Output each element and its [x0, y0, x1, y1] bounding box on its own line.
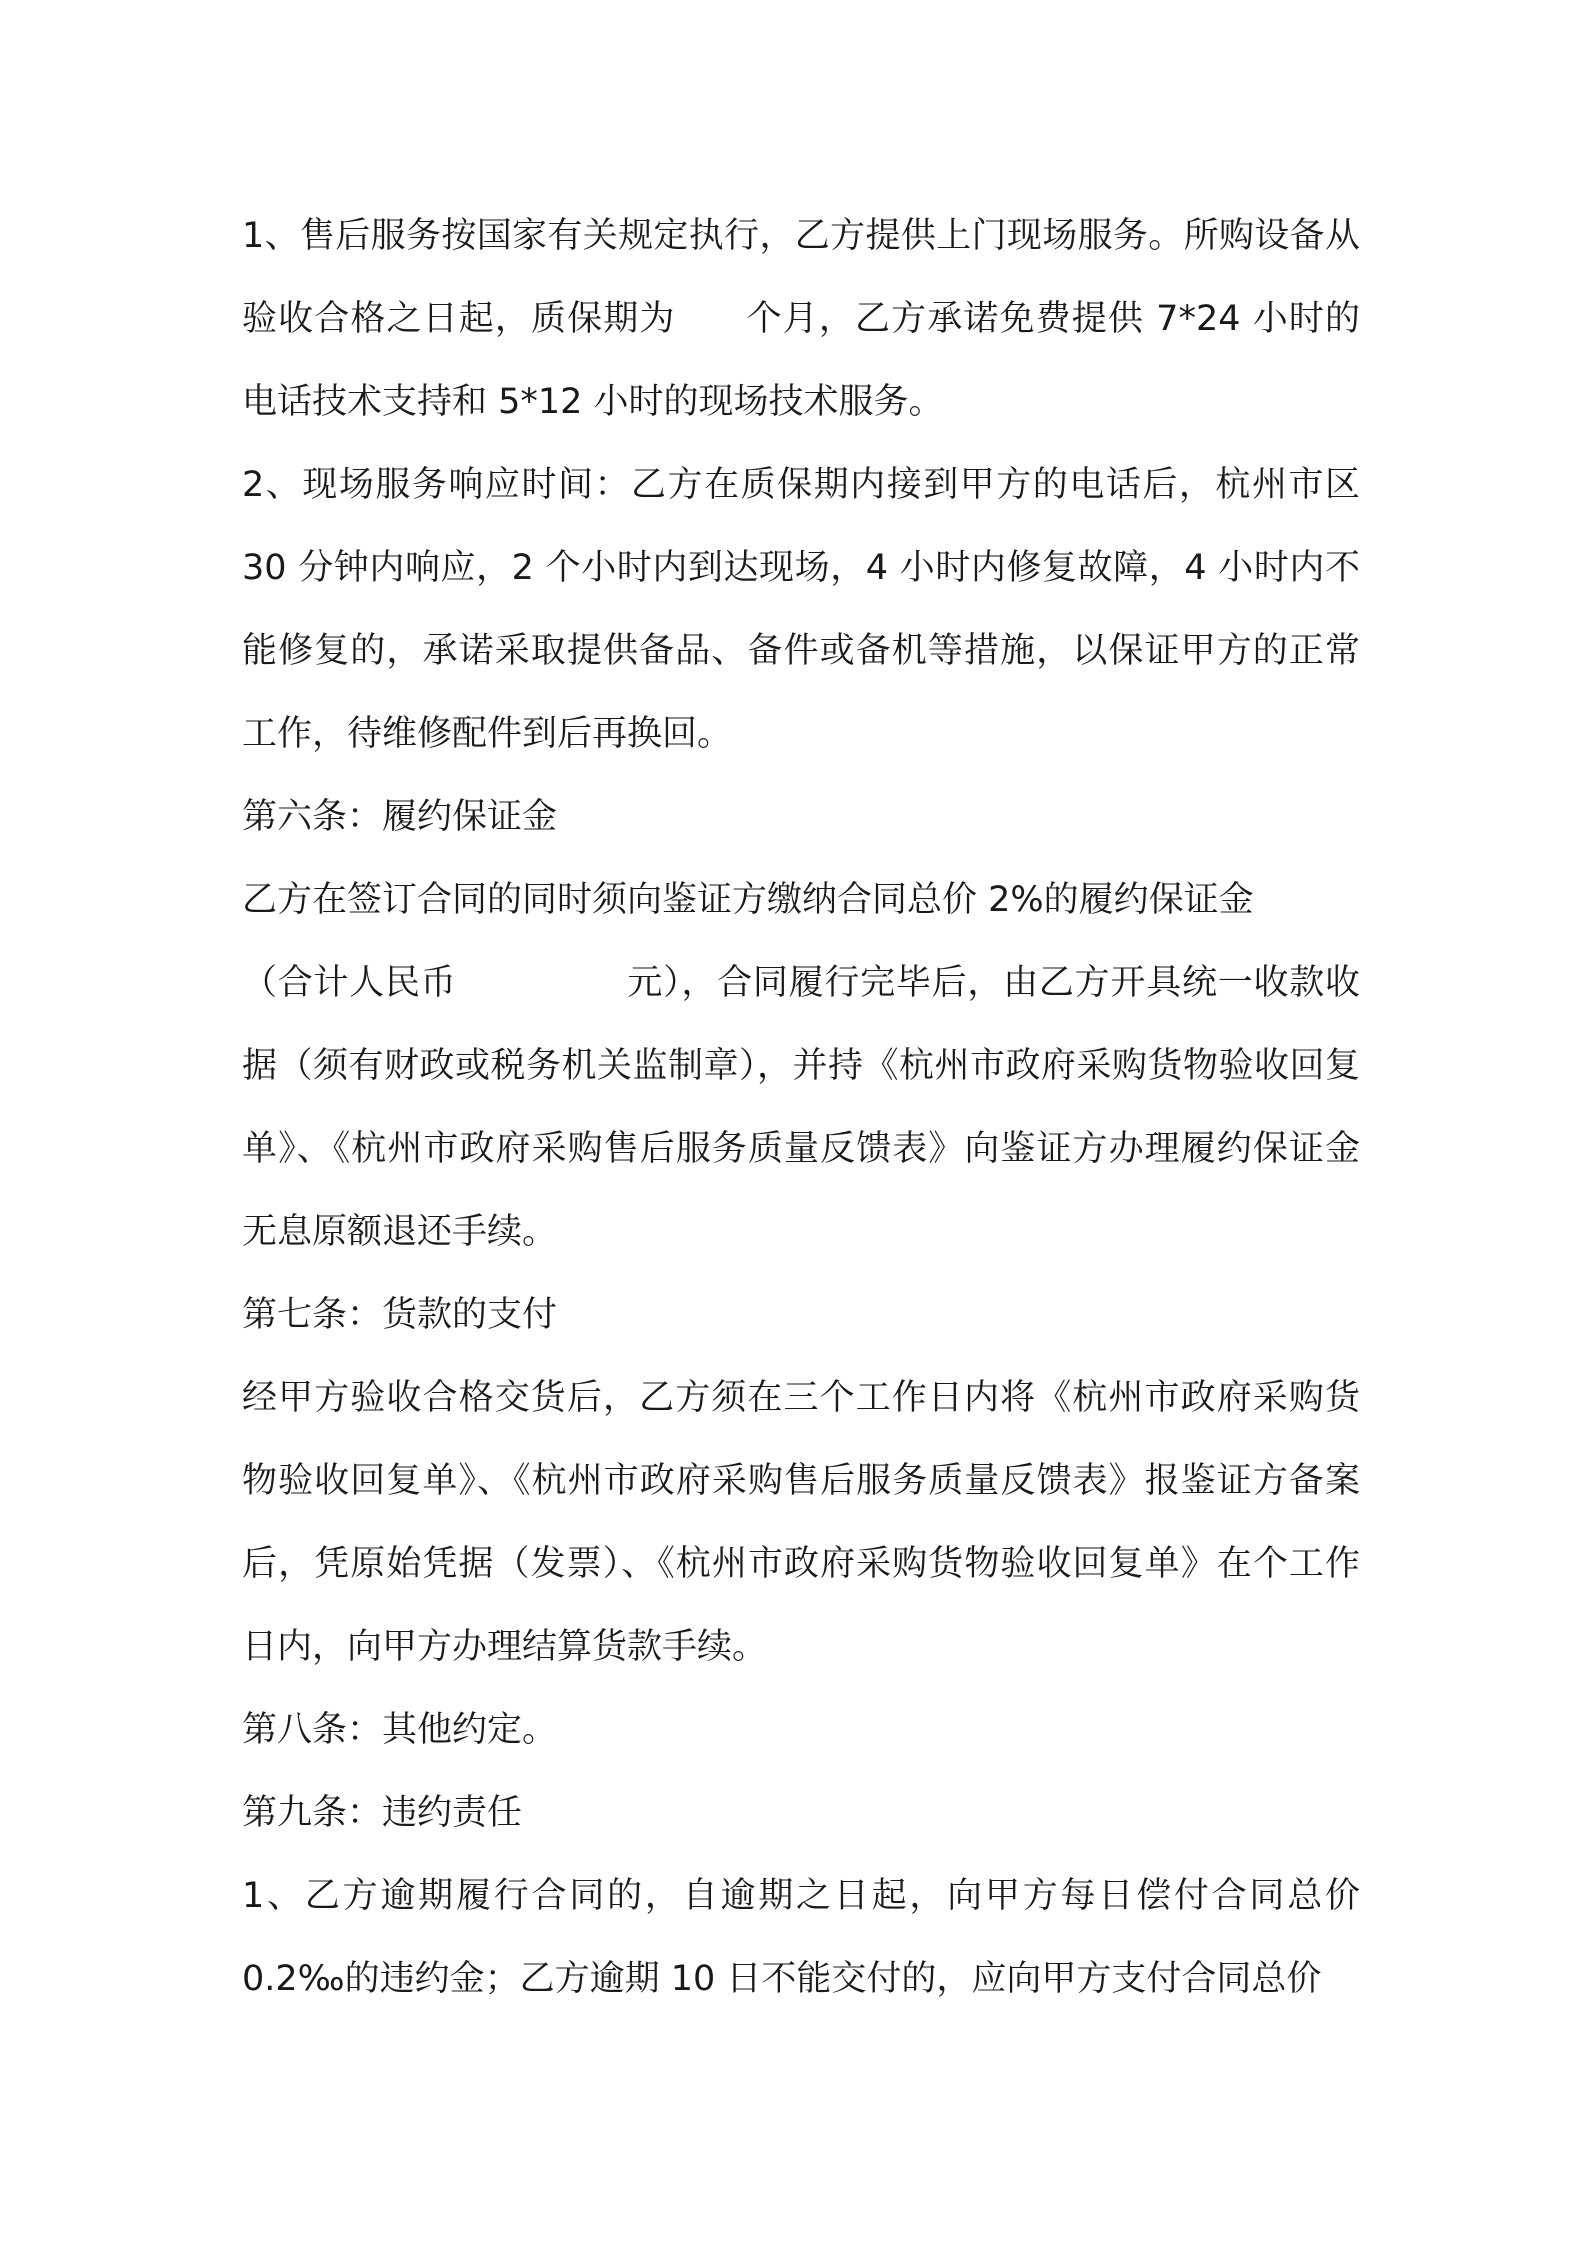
article-6-body [242, 859, 1360, 1274]
article-9-item-1: 1、乙方逾期履行合同的，自逾期之日起，向甲方每日偿付合同总价 0.2‰的违约金；乙方逾期 10 日不能交付的，应向甲方支付合同总价 [242, 1876, 1360, 1999]
article-6-body-part-b: （合计人民币 [242, 963, 457, 1003]
article-9-heading: 第九条：违约责任 [242, 1793, 523, 1833]
article-8-heading: 第八条：其他约定。 [242, 1710, 558, 1750]
after-sales-clause-2: 2、现场服务响应时间：乙方在质保期内接到甲方的电话后，杭州市区 30 分钟内响应，2 个小时内到达现场，4 小时内修复故障，4 小时内不能修复的，承诺采取提供备品、备件或备机等措施，以保证甲方的正常工作，待维修配件到后再换回。 [242, 465, 1360, 754]
article-6-body-part-c: 元），合同履行完毕后，由乙方开具统一收款收据（须有财政或税务机关监制章），并持《杭州市政府采购货物验收回复单》、《杭州市政府采购售后服务质量反馈表》向鉴证方办理履约保证金无息原额退还手续。 [242, 963, 1360, 1252]
article-7-heading: 第七条：货款的支付 [242, 1295, 558, 1335]
article-6-heading: 第六条：履约保证金 [242, 797, 558, 837]
after-sales-clause-1-part-b: 个月，乙方承诺免费提供 7*24 小时的电话技术支持和 5*12 小时的现场技术服务。 [242, 299, 1360, 422]
article-6-body-part-a: 乙方在签订合同的同时须向鉴证方缴纳合同总价 2%的履约保证金 [242, 880, 1254, 920]
document-body [242, 195, 1360, 2021]
article-7-body: 经甲方验收合格交货后，乙方须在三个工作日内将《杭州市政府采购货物验收回复单》、《杭州市政府采购售后服务质量反馈表》报鉴证方备案后，凭原始凭据（发票）、《杭州市政府采购货物验收回复单》在个工作日内，向甲方办理结算货款手续。 [242, 1378, 1360, 1667]
after-sales-clause-1-part-a: 1、售后服务按国家有关规定执行，乙方提供上门现场服务。所购设备从验收合格之日起，质保期为 [242, 216, 1360, 339]
after-sales-clause-1 [242, 195, 1360, 444]
